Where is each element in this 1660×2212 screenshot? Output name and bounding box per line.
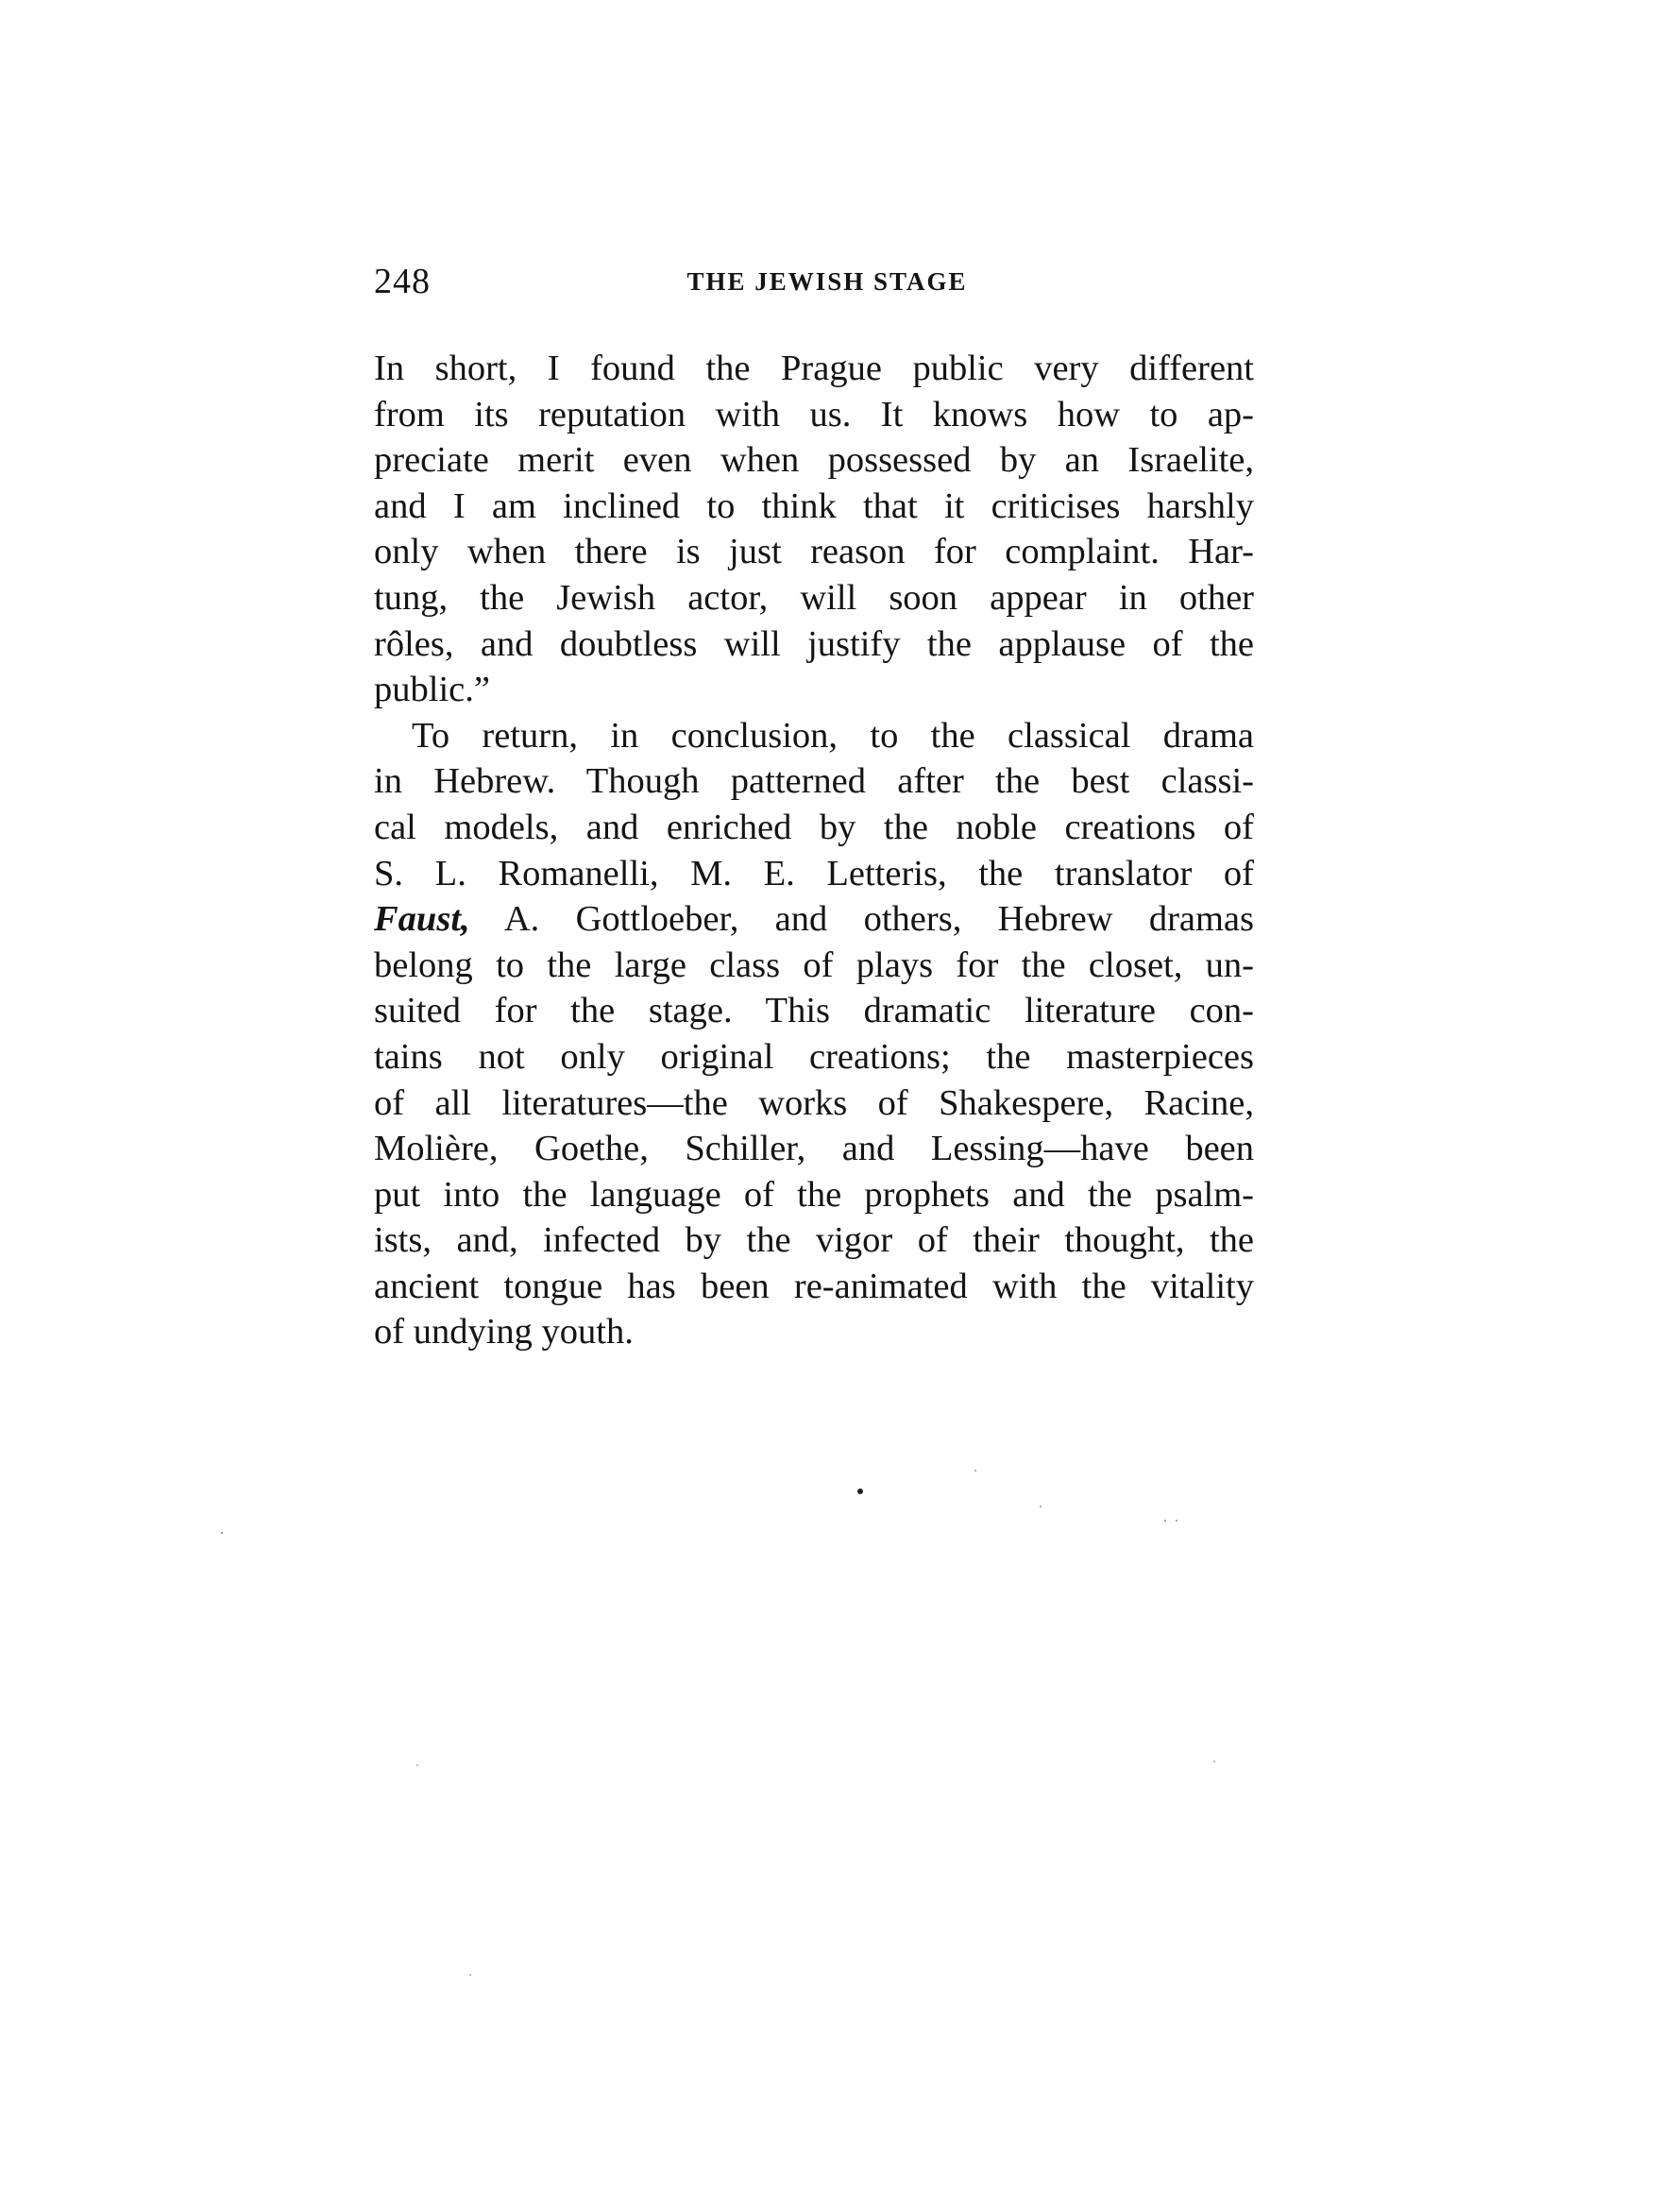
scan-speck xyxy=(1213,1761,1215,1762)
scan-speck xyxy=(1176,1520,1177,1522)
text-line: Molière, Goethe, Schiller, and Lessing—have been xyxy=(374,1129,1254,1169)
text-line: of undying youth. xyxy=(374,1312,634,1353)
scan-speck xyxy=(974,1470,976,1472)
text-line: cal models, and enriched by the noble creations of xyxy=(374,807,1254,847)
paragraph-1 xyxy=(374,346,1254,713)
scan-speck xyxy=(1040,1506,1042,1507)
text-line: only when there is just reason for complaint. Har- xyxy=(374,532,1254,572)
text-line: and I am inclined to think that it criticises harshly xyxy=(374,485,1254,526)
text-line: from its reputation with us. It knows how to ap- xyxy=(374,394,1254,434)
text-line: S. L. Romanelli, M. E. Letteris, the translator of xyxy=(374,853,1254,893)
text-line: To return, in conclusion, to the classical drama xyxy=(412,715,1254,756)
text-line: put into the language of the prophets and the psalm- xyxy=(374,1174,1254,1215)
page-header xyxy=(374,253,1262,310)
italic-title: Faust, xyxy=(374,899,470,940)
text-line: belong to the large class of plays for the closet, un- xyxy=(374,944,1254,985)
text-line: ancient tongue has been re-animated with the vitality xyxy=(374,1266,1254,1306)
text-line: In short, I found the Prague public very different xyxy=(374,349,1254,388)
running-head: THE JEWISH STAGE xyxy=(686,267,968,296)
body-text xyxy=(374,346,1254,1355)
text-line: suited for the stage. This dramatic literature con- xyxy=(374,991,1254,1031)
paragraph-2 xyxy=(374,713,1254,1355)
text-line: tung, the Jewish actor, will soon appear in other xyxy=(374,577,1254,618)
text-line-with-title xyxy=(374,896,1254,943)
text-line: public.” xyxy=(374,670,490,710)
scan-speck xyxy=(1164,1520,1166,1522)
scan-speck xyxy=(416,1764,418,1766)
scan-speck xyxy=(469,1974,471,1976)
text-line: tains not only original creations; the masterpieces xyxy=(374,1036,1254,1077)
text-line: rôles, and doubtless will justify the applause of the xyxy=(374,623,1254,664)
text-fragment: A. Gottloeber, and others, Hebrew dramas xyxy=(503,899,1254,940)
text-line: preciate merit even when possessed by an Israelite, xyxy=(374,440,1254,481)
scan-speck xyxy=(221,1532,223,1534)
text-line: in Hebrew. Though patterned after the best classi- xyxy=(374,761,1254,802)
text-line: of all literatures—the works of Shakespere, Racine, xyxy=(374,1082,1254,1123)
text-line: ists, and, infected by the vigor of their thought, the xyxy=(374,1220,1254,1261)
scan-speck xyxy=(857,1489,863,1494)
page-number: 248 xyxy=(374,262,431,301)
